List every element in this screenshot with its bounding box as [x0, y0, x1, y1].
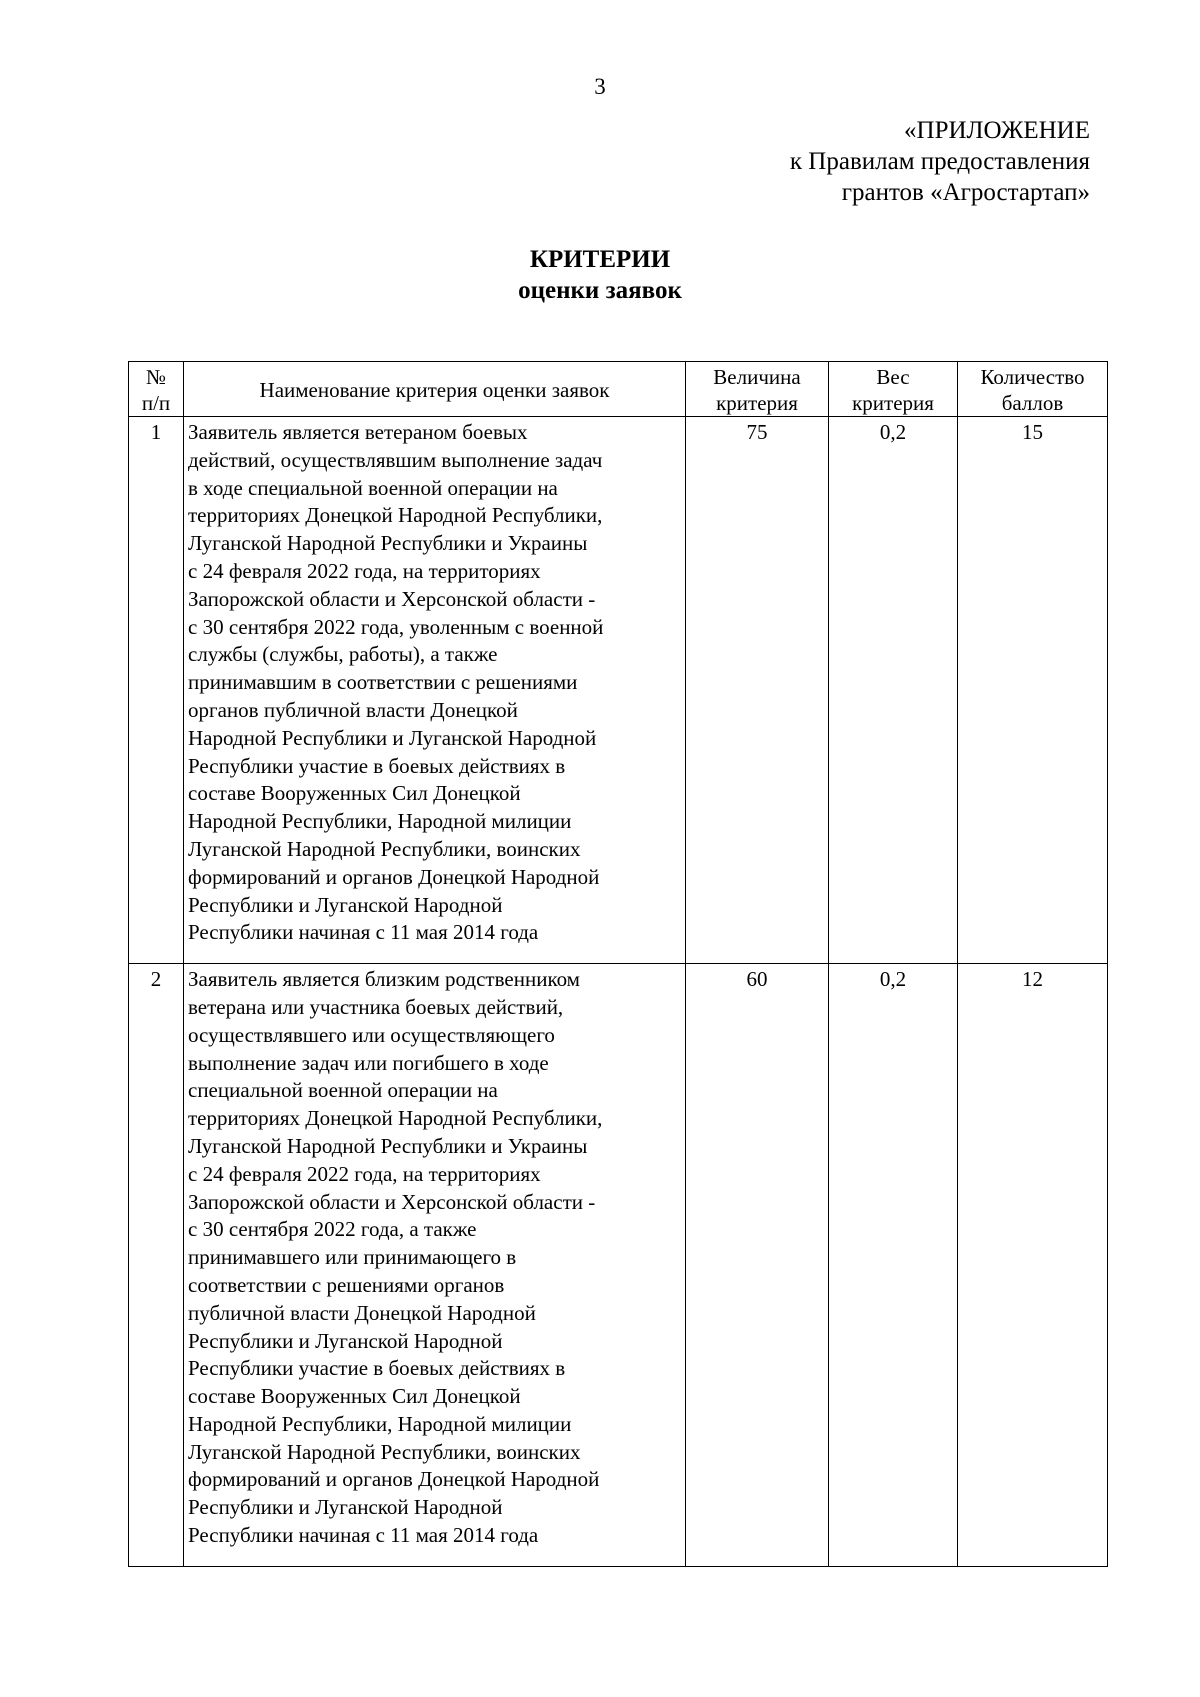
table-row — [129, 417, 1108, 964]
criterion-text-line: территориях Донецкой Народной Республики, — [188, 503, 603, 528]
criterion-text-line: принимавшим в соответствии с решениями — [188, 670, 578, 695]
criterion-text-line: Запорожской области и Херсонской области - — [188, 586, 596, 611]
criterion-text-line: с 30 сентября 2022 года, уволенным с военной — [188, 614, 604, 639]
criterion-text-line: Луганской Народной Республики, воинских — [188, 836, 581, 861]
criterion-text-line: Республики участие в боевых действиях в — [188, 753, 566, 778]
document-title — [0, 244, 1200, 306]
criterion-text-line: службы (службы, работы), а также — [188, 642, 498, 667]
criterion-text-line: Республики участие в боевых действиях в — [188, 1356, 566, 1381]
criterion-text-line: выполнение задач или погибшего в ходе — [188, 1050, 549, 1075]
criterion-text-line: формирований и органов Донецкой Народной — [188, 864, 600, 889]
criterion-text-line: составе Вооруженных Сил Донецкой — [188, 781, 521, 806]
criterion-value: 60 — [686, 964, 829, 1567]
criterion-text-line: соответствии с решениями органов — [188, 1272, 505, 1297]
criterion-text-line: составе Вооруженных Сил Донецкой — [188, 1384, 521, 1409]
criterion-text-line: действий, осуществлявшим выполнение задач — [188, 447, 603, 472]
criterion-text-line: Луганской Народной Республики, воинских — [188, 1439, 581, 1464]
criterion-text-line: с 24 февраля 2022 года, на территориях — [188, 1161, 541, 1186]
table-header-row — [129, 362, 1108, 417]
subtitle-line: оценки заявок — [518, 277, 682, 304]
criterion-text-line: специальной военной операции на — [188, 1078, 498, 1103]
header-name: Наименование критерия оценки заявок — [184, 362, 686, 417]
header-value: Величина критерия — [686, 362, 829, 417]
row-number: 2 — [129, 964, 184, 1567]
table-body — [129, 417, 1108, 1567]
criterion-text-line: в ходе специальной военной операции на — [188, 475, 558, 500]
criterion-text-line: публичной власти Донецкой Народной — [188, 1300, 536, 1325]
criterion-text-line: формирований и органов Донецкой Народной — [188, 1467, 600, 1492]
appendix-line: к Правилам предоставления — [789, 148, 1090, 175]
criterion-text-line: Заявитель является близким родственником — [188, 967, 580, 992]
criterion-text-line: Луганской Народной Республики и Украины — [188, 1133, 588, 1158]
criterion-text-line: Республики и Луганской Народной — [188, 1495, 503, 1520]
page-number: 3 — [594, 74, 606, 99]
criterion-text-line: ветерана или участника боевых действий, — [188, 994, 564, 1019]
header-num: № п/п — [129, 362, 184, 417]
appendix-line: «ПРИЛОЖЕНИЕ — [904, 117, 1090, 144]
criterion-text-line: Республики и Луганской Народной — [188, 892, 503, 917]
criterion-text-line: Народной Республики, Народной милиции — [188, 809, 572, 834]
criterion-weight: 0,2 — [829, 964, 958, 1567]
row-number: 1 — [129, 417, 184, 964]
criterion-score: 12 — [958, 964, 1108, 1567]
criterion-text-line: Заявитель является ветераном боевых — [188, 420, 528, 444]
criteria-table — [128, 361, 1108, 1567]
criterion-text-line: с 24 февраля 2022 года, на территориях — [188, 558, 541, 583]
title-line: КРИТЕРИИ — [529, 246, 671, 273]
criterion-text-line: Луганской Народной Республики и Украины — [188, 531, 588, 556]
criterion-text-line: Народной Республики, Народной милиции — [188, 1411, 572, 1436]
criterion-text-line: Республики начиная с 11 мая 2014 года — [188, 1523, 539, 1548]
criterion-name — [184, 417, 686, 964]
criterion-text-line: Республики начиная с 11 мая 2014 года — [188, 920, 539, 945]
criterion-text-line: с 30 сентября 2022 года, а также — [188, 1217, 477, 1242]
criterion-text-line: Народной Республики и Луганской Народной — [188, 725, 597, 750]
criterion-text-line: Запорожской области и Херсонской области - — [188, 1189, 596, 1214]
criterion-text-line: органов публичной власти Донецкой — [188, 697, 518, 722]
criterion-text-line: осуществлявшего или осуществляющего — [188, 1022, 555, 1047]
criterion-value: 75 — [686, 417, 829, 964]
header-score: Количество баллов — [958, 362, 1108, 417]
criterion-score: 15 — [958, 417, 1108, 964]
appendix-line: грантов «Агростартап» — [841, 179, 1090, 206]
table-row — [129, 964, 1108, 1567]
criterion-name — [184, 964, 686, 1567]
criterion-text-line: принимавшего или принимающего в — [188, 1245, 517, 1270]
criterion-weight: 0,2 — [829, 417, 958, 964]
appendix-header — [490, 115, 1090, 208]
criterion-text-line: территориях Донецкой Народной Республики, — [188, 1106, 603, 1131]
header-weight: Вес критерия — [829, 362, 958, 417]
criterion-text-line: Республики и Луганской Народной — [188, 1328, 503, 1353]
